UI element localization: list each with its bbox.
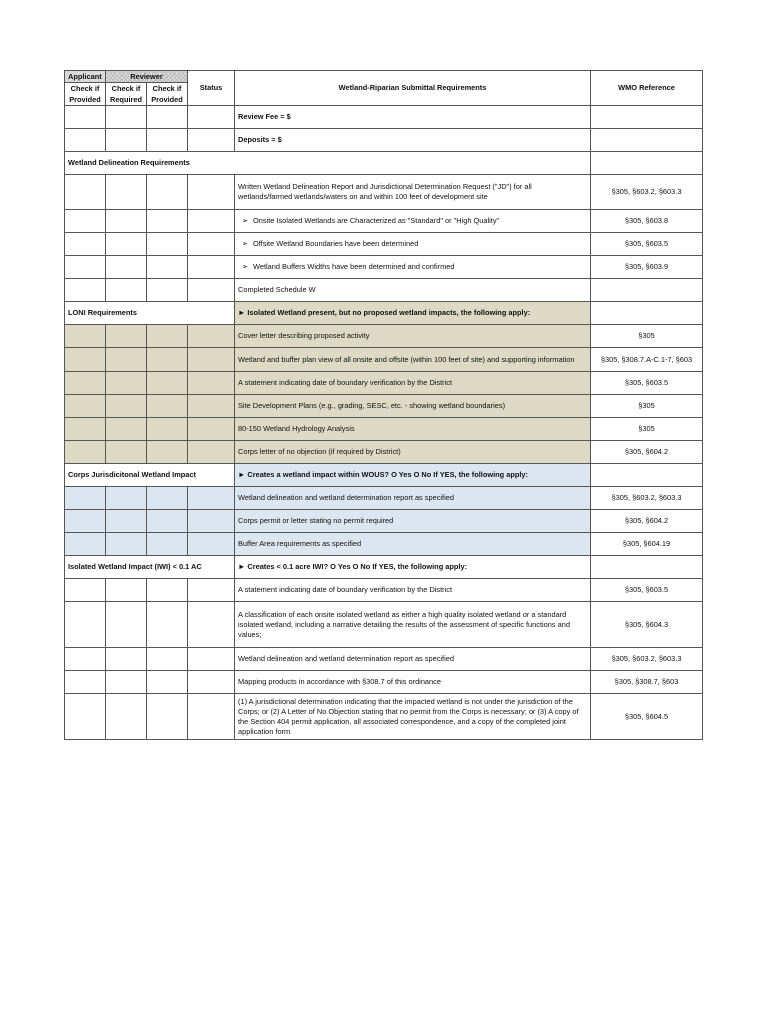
ref-cell xyxy=(591,129,703,152)
checkbox-cell[interactable] xyxy=(106,175,147,210)
checkbox-cell[interactable] xyxy=(106,510,147,533)
status-header: Status xyxy=(188,71,235,106)
status-cell[interactable] xyxy=(188,418,235,441)
checkbox-cell[interactable] xyxy=(65,648,106,671)
checkbox-cell[interactable] xyxy=(65,372,106,395)
wmo-reference xyxy=(591,279,703,302)
status-cell[interactable] xyxy=(188,106,235,129)
status-cell[interactable] xyxy=(188,129,235,152)
checkbox-cell[interactable] xyxy=(65,106,106,129)
checkbox-cell[interactable] xyxy=(106,579,147,602)
requirement-text xyxy=(235,694,591,740)
checkbox-cell[interactable] xyxy=(147,671,188,694)
checkbox-cell[interactable] xyxy=(147,694,188,740)
corps-condition: ► Creates a wetland impact within WOUS? O Yes O No If YES, the following apply: xyxy=(235,464,591,487)
requirement-text xyxy=(235,671,591,694)
checkbox-cell[interactable] xyxy=(147,510,188,533)
requirement-text xyxy=(235,279,591,302)
requirement-label: Corps permit or letter stating no permit required xyxy=(238,516,394,525)
wmo-reference: §305, §604.2 xyxy=(591,441,703,464)
loni-row xyxy=(65,325,703,348)
wmo-reference: §305, §308.7, §603 xyxy=(591,671,703,694)
status-cell[interactable] xyxy=(188,533,235,556)
requirement-label: Wetland delineation and wetland determination report as specified xyxy=(238,654,454,663)
wmo-reference: §305, §604.19 xyxy=(591,533,703,556)
ref-cell xyxy=(591,152,703,175)
checkbox-cell[interactable] xyxy=(65,671,106,694)
wmo-reference: §305, §603.2, §603.3 xyxy=(591,487,703,510)
status-cell[interactable] xyxy=(188,256,235,279)
requirement-label: Site Development Plans (e.g., grading, SESC, etc. - showing wetland boundaries) xyxy=(238,401,506,410)
checkbox-cell[interactable] xyxy=(65,325,106,348)
checkbox-cell[interactable] xyxy=(106,372,147,395)
checkbox-cell[interactable] xyxy=(106,418,147,441)
status-cell[interactable] xyxy=(188,395,235,418)
requirement-text xyxy=(235,372,591,395)
requirement-label: Buffer Area requirements as specified xyxy=(238,539,362,548)
checkbox-cell[interactable] xyxy=(106,441,147,464)
requirement-label: (1) A jurisdictional determination indicating that the impacted wetland is not under the jurisdiction of the Corps; or (2) A Letter of No Objection stating that no permit from the Corps is necessary; or (3) A copy of the Section 404 permit application, all associated correspondence, and a copy of the completed joint application form xyxy=(238,696,579,736)
checkbox-cell[interactable] xyxy=(147,256,188,279)
loni-row xyxy=(65,372,703,395)
checkbox-cell[interactable] xyxy=(147,648,188,671)
status-cell[interactable] xyxy=(188,233,235,256)
iwi-condition: ► Creates < 0.1 acre IWI? O Yes O No If YES, the following apply: xyxy=(235,556,591,579)
status-cell[interactable] xyxy=(188,210,235,233)
requirement-label: A statement indicating date of boundary verification by the District xyxy=(238,378,453,387)
wmo-reference: §305, §603.2, §603.3 xyxy=(591,175,703,210)
arrow-bullet-icon: ➢ xyxy=(241,262,249,271)
checkbox-cell[interactable] xyxy=(65,694,106,740)
requirement-label: Mapping products in accordance with §308.7 of this ordinance xyxy=(238,677,441,686)
checkbox-cell[interactable] xyxy=(147,372,188,395)
requirement-label: A classification of each onsite isolated wetland as either a high quality isolated wetland or a standard isolated wetland, including a narrative detailing the results of the assessment of specific functions and values; xyxy=(238,609,570,639)
checkbox-cell[interactable] xyxy=(147,279,188,302)
arrow-bullet-icon: ➢ xyxy=(241,216,249,225)
wmo-reference: §305 xyxy=(591,325,703,348)
wetland_delineation-row xyxy=(65,175,703,210)
checkbox-cell[interactable] xyxy=(147,106,188,129)
applicant-header: Applicant xyxy=(65,71,106,83)
requirement-text xyxy=(235,418,591,441)
status-cell[interactable] xyxy=(188,694,235,740)
requirement-label: A statement indicating date of boundary verification by the District xyxy=(238,585,453,594)
checkbox-cell[interactable] xyxy=(147,129,188,152)
wmo-reference: §305 xyxy=(591,418,703,441)
loni-row xyxy=(65,418,703,441)
requirements-title: Wetland-Riparian Submittal Requirements xyxy=(235,71,591,106)
requirement-text xyxy=(235,533,591,556)
wetland_delineation-row xyxy=(65,210,703,233)
checkbox-cell[interactable] xyxy=(106,602,147,648)
loni-row xyxy=(65,348,703,372)
wmo-reference: §305, §308.7.A-C.1-7, §603 xyxy=(591,348,703,372)
wmo-reference: §305, §604.2 xyxy=(591,510,703,533)
status-cell[interactable] xyxy=(188,325,235,348)
checkbox-cell[interactable] xyxy=(147,579,188,602)
checkbox-cell[interactable] xyxy=(106,395,147,418)
status-cell[interactable] xyxy=(188,175,235,210)
requirement-label: Wetland Buffers Widths have been determined and confirmed xyxy=(253,262,455,271)
requirement-text xyxy=(235,602,591,648)
check-if-provided-reviewer-2: Provided xyxy=(147,94,188,106)
checkbox-cell[interactable] xyxy=(65,533,106,556)
wetland-delineation-title: Wetland Delineation Requirements xyxy=(65,152,591,175)
wmo-reference: §305, §603.9 xyxy=(591,256,703,279)
requirement-text xyxy=(235,441,591,464)
check-if-provided-applicant-2: Provided xyxy=(65,94,106,106)
requirement-label: Written Wetland Delineation Report and Jurisdictional Determination Request ("JD") for all wetlands/farmed wetlands/waters on and within 100 feet of development site xyxy=(238,182,532,201)
iwi-row xyxy=(65,648,703,671)
checkbox-cell[interactable] xyxy=(106,487,147,510)
iwi-section-title: Isolated Wetland Impact (IWI) < 0.1 AC xyxy=(65,556,235,579)
status-cell[interactable] xyxy=(188,510,235,533)
requirement-text xyxy=(235,233,591,256)
loni-row xyxy=(65,441,703,464)
checkbox-cell[interactable] xyxy=(106,106,147,129)
checkbox-cell[interactable] xyxy=(106,325,147,348)
requirement-text xyxy=(235,487,591,510)
checkbox-cell[interactable] xyxy=(147,602,188,648)
checkbox-cell[interactable] xyxy=(106,210,147,233)
status-cell[interactable] xyxy=(188,671,235,694)
iwi-row xyxy=(65,694,703,740)
checkbox-cell[interactable] xyxy=(65,395,106,418)
wmo-reference: §305, §603.5 xyxy=(591,233,703,256)
iwi-row xyxy=(65,579,703,602)
wmo-reference: §305, §604.5 xyxy=(591,694,703,740)
loni-section-title: LONI Requirements xyxy=(65,302,235,325)
checkbox-cell[interactable] xyxy=(106,671,147,694)
loni-row xyxy=(65,395,703,418)
reviewer-header: Reviewer xyxy=(106,71,188,83)
checkbox-cell[interactable] xyxy=(65,233,106,256)
corps-row xyxy=(65,533,703,556)
requirement-label: Offsite Wetland Boundaries have been determined xyxy=(253,239,419,248)
checkbox-cell[interactable] xyxy=(147,210,188,233)
check-if-provided-applicant-1: Check if xyxy=(65,83,106,95)
checkbox-cell[interactable] xyxy=(106,348,147,372)
check-if-provided-reviewer-1: Check if xyxy=(147,83,188,95)
iwi-row xyxy=(65,671,703,694)
wmo-reference: §305, §603.5 xyxy=(591,579,703,602)
checkbox-cell[interactable] xyxy=(147,348,188,372)
wmo-reference: §305, §603.5 xyxy=(591,372,703,395)
checkbox-cell[interactable] xyxy=(106,129,147,152)
check-if-required-2: Required xyxy=(106,94,147,106)
corps-row xyxy=(65,510,703,533)
ref-cell xyxy=(591,556,703,579)
requirement-label: Onsite Isolated Wetlands are Characterized as "Standard" or "High Quality" xyxy=(253,216,500,225)
review-fee: Review Fee = $ xyxy=(235,106,591,129)
requirement-text xyxy=(235,579,591,602)
status-cell[interactable] xyxy=(188,279,235,302)
checkbox-cell[interactable] xyxy=(147,533,188,556)
deposits: Deposits = $ xyxy=(235,129,591,152)
checkbox-cell[interactable] xyxy=(106,533,147,556)
checkbox-cell[interactable] xyxy=(147,175,188,210)
status-cell[interactable] xyxy=(188,372,235,395)
status-cell[interactable] xyxy=(188,441,235,464)
wetland_delineation-row xyxy=(65,279,703,302)
checkbox-cell[interactable] xyxy=(65,510,106,533)
checkbox-cell[interactable] xyxy=(65,487,106,510)
checkbox-cell[interactable] xyxy=(147,441,188,464)
checkbox-cell[interactable] xyxy=(147,418,188,441)
wmo-reference: §305 xyxy=(591,395,703,418)
check-if-required-1: Check if xyxy=(106,83,147,95)
status-cell[interactable] xyxy=(188,487,235,510)
requirement-text xyxy=(235,348,591,372)
checkbox-cell[interactable] xyxy=(65,579,106,602)
checkbox-cell[interactable] xyxy=(106,694,147,740)
wmo-reference-header: WMO Reference xyxy=(591,71,703,106)
checkbox-cell[interactable] xyxy=(65,256,106,279)
checkbox-cell[interactable] xyxy=(65,129,106,152)
iwi-row xyxy=(65,602,703,648)
requirement-label: Wetland delineation and wetland determination report as specified xyxy=(238,493,454,502)
status-cell[interactable] xyxy=(188,348,235,372)
requirement-text xyxy=(235,175,591,210)
wetland_delineation-row xyxy=(65,233,703,256)
wetland_delineation-row xyxy=(65,256,703,279)
corps-section-title: Corps Jurisdicitonal Wetland Impact xyxy=(65,464,235,487)
checkbox-cell[interactable] xyxy=(65,210,106,233)
checkbox-cell[interactable] xyxy=(106,233,147,256)
checkbox-cell[interactable] xyxy=(106,279,147,302)
checkbox-cell[interactable] xyxy=(65,175,106,210)
requirement-label: Completed Schedule W xyxy=(238,285,316,294)
wmo-reference: §305, §604.3 xyxy=(591,602,703,648)
status-cell[interactable] xyxy=(188,602,235,648)
requirement-label: 80-150 Wetland Hydrology Analysis xyxy=(238,424,355,433)
checkbox-cell[interactable] xyxy=(106,648,147,671)
wmo-reference: §305, §603.8 xyxy=(591,210,703,233)
requirement-text xyxy=(235,210,591,233)
requirement-text xyxy=(235,325,591,348)
requirement-text xyxy=(235,256,591,279)
ref-cell xyxy=(591,464,703,487)
checkbox-cell[interactable] xyxy=(147,325,188,348)
checkbox-cell[interactable] xyxy=(65,602,106,648)
loni-condition: ► Isolated Wetland present, but no proposed wetland impacts, the following apply: xyxy=(235,302,591,325)
checkbox-cell[interactable] xyxy=(147,487,188,510)
checkbox-cell[interactable] xyxy=(65,418,106,441)
requirement-text xyxy=(235,510,591,533)
submittal-requirements-table xyxy=(64,70,703,740)
requirement-label: Wetland and buffer plan view of all onsite and offsite (within 100 feet of site) and supporting information xyxy=(238,354,575,364)
status-cell[interactable] xyxy=(188,648,235,671)
corps-row xyxy=(65,487,703,510)
ref-cell xyxy=(591,302,703,325)
requirement-text xyxy=(235,648,591,671)
checkbox-cell[interactable] xyxy=(106,256,147,279)
requirement-text xyxy=(235,395,591,418)
ref-cell xyxy=(591,106,703,129)
requirement-label: Corps letter of no objection (if required by District) xyxy=(238,447,401,456)
checkbox-cell[interactable] xyxy=(65,279,106,302)
requirement-label: Cover letter describing proposed activity xyxy=(238,331,370,340)
checkbox-cell[interactable] xyxy=(147,233,188,256)
arrow-bullet-icon: ➢ xyxy=(241,239,249,248)
checkbox-cell[interactable] xyxy=(147,395,188,418)
wmo-reference: §305, §603.2, §603.3 xyxy=(591,648,703,671)
checkbox-cell[interactable] xyxy=(65,348,106,372)
checkbox-cell[interactable] xyxy=(65,441,106,464)
status-cell[interactable] xyxy=(188,579,235,602)
